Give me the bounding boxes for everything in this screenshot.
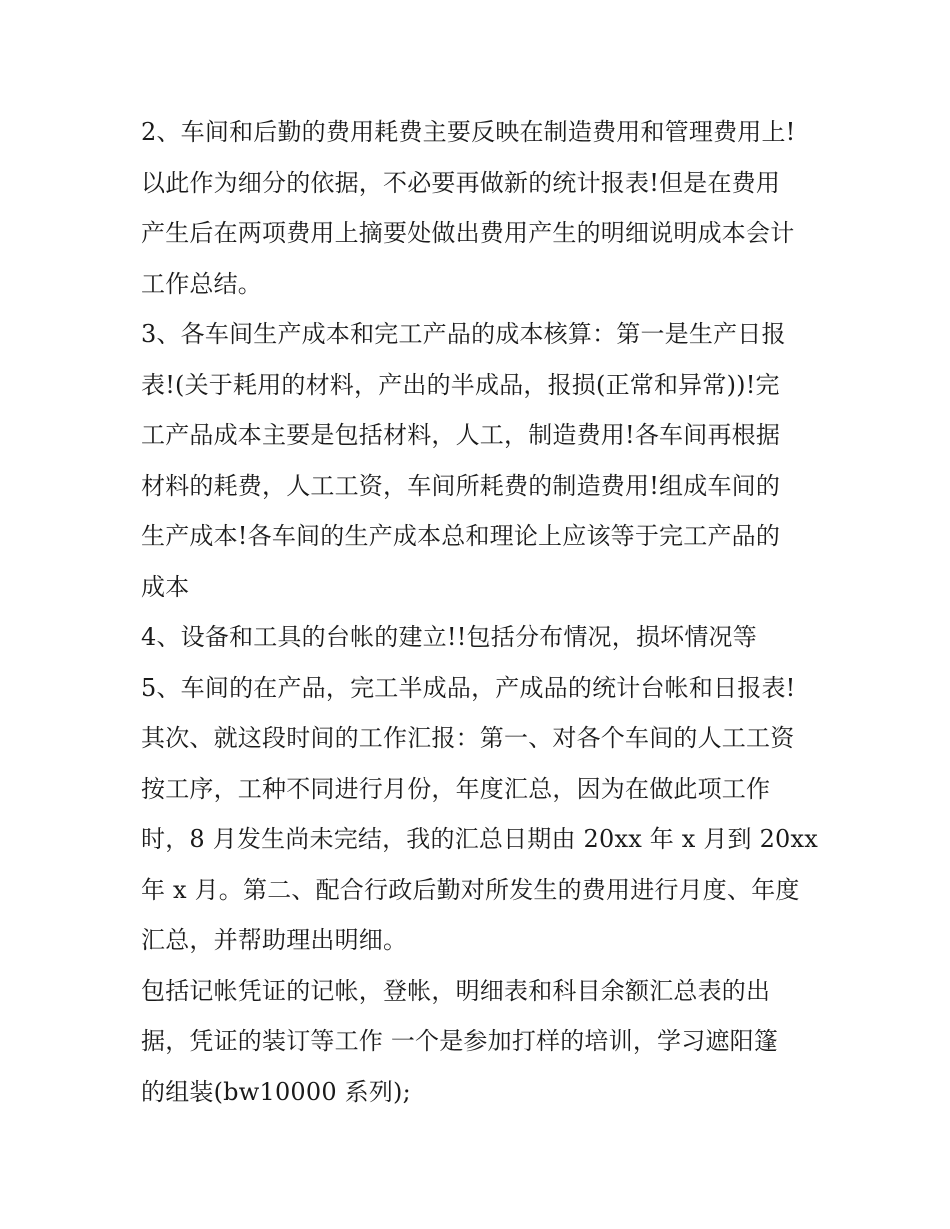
text-line: 按工序，工种不同进行月份，年度汇总，因为在做此项工作 [141,774,771,803]
text-line: 3、各车间生产成本和完工产品的成本核算：第一是生产日报 [141,320,786,348]
text-line: 年 x 月。第二、配合行政后勤对所发生的费用进行月度、年度 [141,875,800,904]
text-line: 工作总结。 [141,269,262,298]
text-line: 4、设备和工具的台帐的建立!!包括分布情况，损坏情况等 [141,623,757,651]
text-line: 汇总，并帮助理出明细。 [141,926,408,954]
document-body [141,107,831,1117]
text-line: 工产品成本主要是包括材料，人工，制造费用!各车间再根据 [141,421,781,449]
text-line: 5、车间的在产品，完工半成品，产成品的统计台帐和日报表! [141,673,796,702]
text-line: 生产成本!各车间的生产成本总和理论上应该等于完工产品的 [141,522,781,550]
text-line: 表!(关于耗用的材料，产出的半成品，报损(正常和异常))!完 [141,370,780,399]
text-line: 产生后在两项费用上摘要处做出费用产生的明细说明成本会计 [141,219,795,247]
text-line: 以此作为细分的依据，不必要再做新的统计报表!但是在费用 [141,168,781,197]
text-line: 的组装(bw10000 系列); [141,1077,411,1106]
text-line: 包括记帐凭证的记帐，登帐，明细表和科目余额汇总表的出 [141,976,771,1005]
text-line: 2、车间和后勤的费用耗费主要反映在制造费用和管理费用上! [141,118,796,146]
text-line: 材料的耗费，人工工资，车间所耗费的制造费用!组成车间的 [141,471,781,500]
text-line: 其次、就这段时间的工作汇报：第一、对各个车间的人工工资 [141,724,795,752]
text-line: 据，凭证的装订等工作 一个是参加打样的培训，学习遮阳篷 [141,1027,779,1055]
text-line: 时，8 月发生尚未完结，我的汇总日期由 20xx 年 x 月到 20xx [141,825,818,853]
text-line: 成本 [141,572,190,601]
